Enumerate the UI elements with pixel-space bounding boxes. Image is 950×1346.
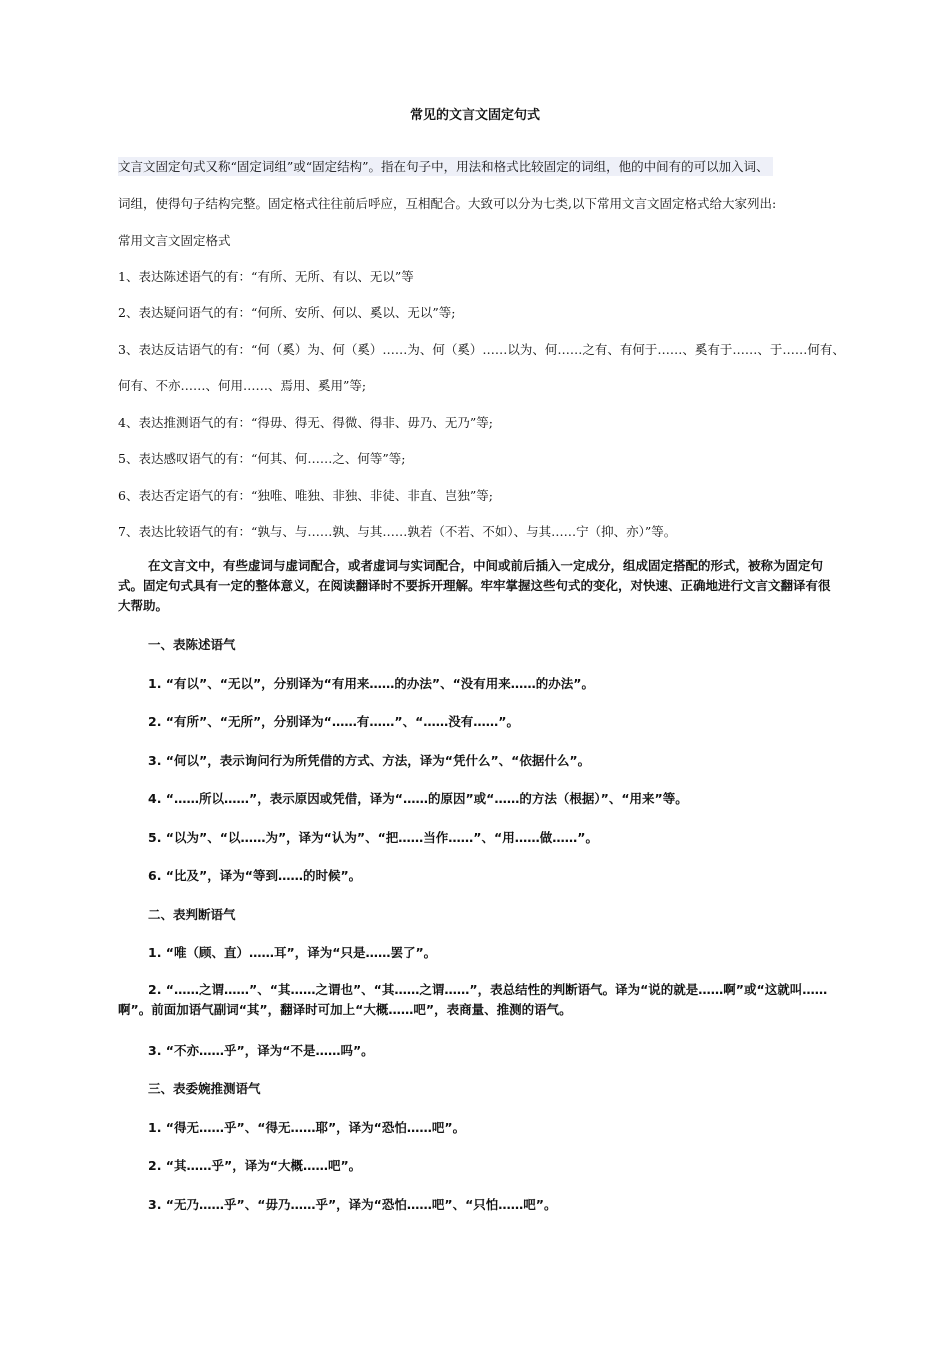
list-item: 3、表达反诘语气的有：“何（奚）为、何（奚）……为、何（奚）……以为、何……之有、有何于……、奚有于……、于……何有、 — [118, 342, 845, 357]
list-item-continuation: 何有、不亦……、何用……、焉用、奚用”等; — [118, 378, 367, 393]
section-item: 3. “无乃……乎”、“毋乃……乎”，译为“恐怕……吧”、“只怕……吧”。 — [148, 1197, 557, 1212]
section-heading: 一、表陈述语气 — [148, 637, 236, 652]
section-item: 2. “其……乎”，译为“大概……吧”。 — [148, 1158, 362, 1173]
intro-line-2: 词组，使得句子结构完整。固定格式往往前后呼应，互相配合。大致可以分为七类,以下常用文言文固定格式给大家列出: — [118, 196, 777, 211]
list-item: 6、表达否定语气的有：“独唯、唯独、非独、非徒、非直、岂独”等; — [118, 488, 493, 503]
section-item: 3. “不亦……乎”，译为“不是……吗”。 — [148, 1043, 374, 1058]
intro-line-1 — [118, 157, 773, 175]
list-heading: 常用文言文固定格式 — [118, 233, 231, 248]
section-item: 4. “……所以……”，表示原因或凭借，译为“……的原因”或“……的方法（根据）”、“用来”等。 — [148, 791, 688, 806]
document-title: 常见的文言文固定句式 — [409, 108, 540, 123]
section-item: 3. “何以”，表示询问行为所凭借的方式、方法，译为“凭什么”、“依据什么”。 — [148, 753, 591, 768]
section-item-long: 2. “……之谓……”、“其……之谓也”、“其……之谓……”，表总结性的判断语气。译为“说的就是……啊”或“这就叫……啊”。前面加语气副词“其”，翻译时可加上“大概……吧”，表商量、推测的语气。 — [118, 982, 828, 1017]
section-heading: 二、表判断语气 — [148, 907, 236, 922]
list-item: 7、表达比较语气的有：“孰与、与……孰、与其……孰若（不若、不如）、与其……宁（抑、亦）”等。 — [118, 524, 677, 539]
list-item: 4、表达推测语气的有：“得毋、得无、得微、得非、毋乃、无乃”等; — [118, 415, 493, 430]
list-item: 2、表达疑问语气的有：“何所、安所、何以、奚以、无以”等; — [118, 305, 456, 320]
section-item: 2. “有所”、“无所”，分别译为“……有……”、“……没有……”。 — [148, 714, 520, 729]
section-item: 1. “得无……乎”、“得无……耶”，译为“恐怕……吧”。 — [148, 1120, 466, 1135]
section-item: 5. “以为”、“以……为”，译为“认为”、“把……当作……”、“用……做……”。 — [148, 830, 598, 845]
section-item: 6. “比及”，译为“等到……的时候”。 — [148, 868, 362, 883]
section-item: 1. “唯（顾、直）……耳”，译为“只是……罢了”。 — [148, 945, 437, 960]
section-heading: 三、表委婉推测语气 — [148, 1081, 261, 1096]
list-item: 5、表达感叹语气的有：“何其、何……之、何等”等; — [118, 451, 406, 466]
list-item: 1、表达陈述语气的有：“有所、无所、有以、无以”等 — [118, 269, 414, 284]
section-item: 1. “有以”、“无以”，分别译为“有用来……的办法”、“没有用来……的办法”。 — [148, 676, 595, 691]
definition-paragraph: 在文言文中，有些虚词与虚词配合，或者虚词与实词配合，中间或前后插入一定成分，组成固定搭配的形式，被称为固定句式。固定句式具有一定的整体意义，在阅读翻译时不要拆开理解。牢牢掌握这些句式的变化，对快速、正确地进行文言文翻译有很大帮助。 — [118, 558, 831, 613]
intro-highlight: 文言文固定句式又称“固定词组”或“固定结构”。指在句子中，用法和格式比较固定的词组，他的中间有的可以加入词、 — [118, 157, 773, 176]
